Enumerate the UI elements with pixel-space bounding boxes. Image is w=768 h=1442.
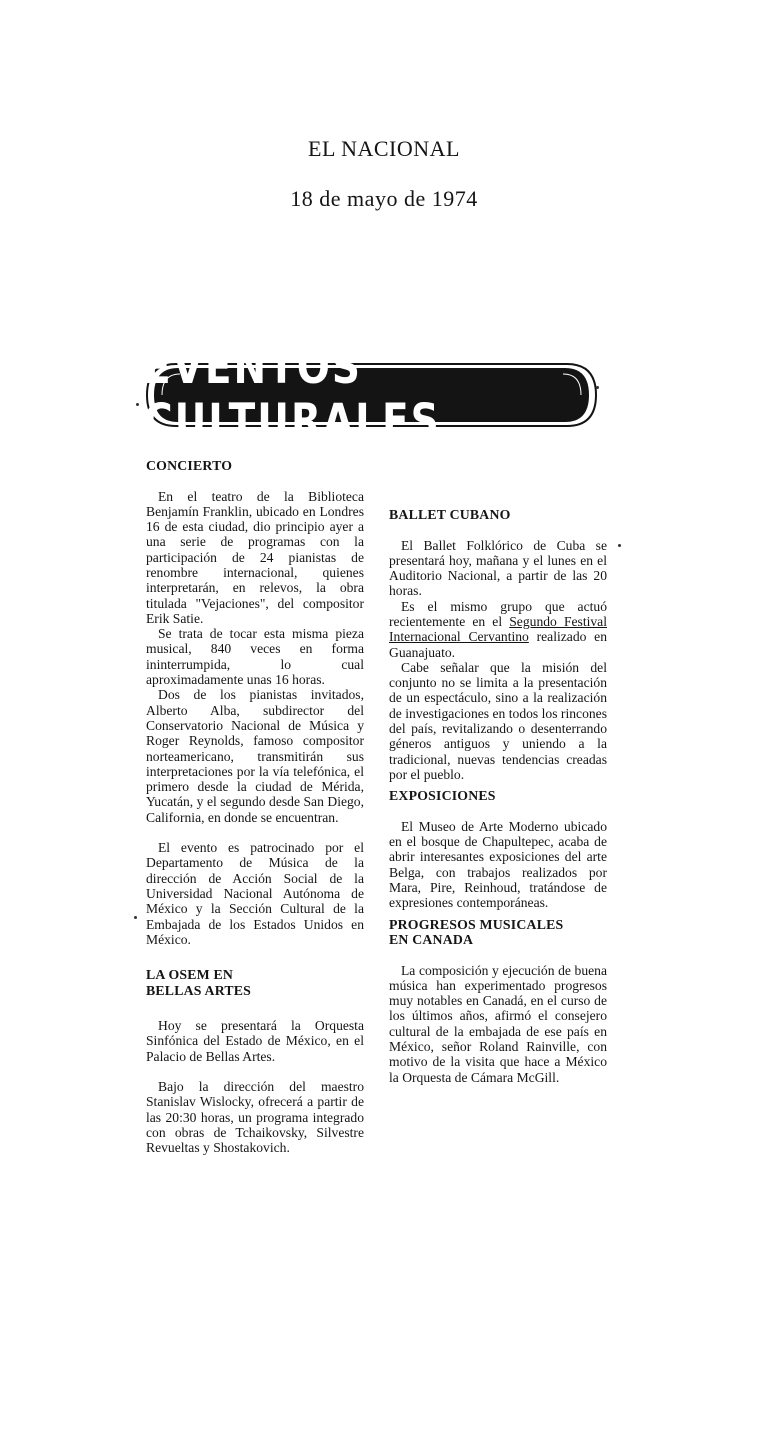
- print-speck: [596, 386, 599, 389]
- right-column: [389, 461, 607, 1085]
- print-speck: [618, 544, 621, 547]
- progresos-paragraph: La composición y ejecución de buena música han experimentado progresos muy notables en Canadá, en el curso de los últimos años, afirmó el consejero cultural de la embajada de ese país en México, señor Roland Rainville, con motivo de la visita que hace a México la Orquesta de Cámara McGill.: [389, 962, 607, 1085]
- ballet-paragraph-2-end: realizado en Guanajuato.: [389, 629, 607, 660]
- concierto-paragraph-4: El evento es patrocinado por el Departamento de Música de la dirección de Acción Social de la Universidad Nacional Autónoma de México y la Sección Cultural de la Embajada de los Estados Unidos en México.: [146, 840, 364, 947]
- exposiciones-paragraph: El Museo de Arte Moderno ubicado en el bosque de Chapultepec, acaba de abrir interesantes exposiciones del arte Belga, con trabajos realizados por Mara, Pire, Reinhoud, tratándose de expresiones contemporáneas.: [389, 818, 607, 911]
- heading-exposiciones: EXPOSICIONES: [389, 788, 496, 804]
- heading-ballet-cubano: BALLET CUBANO: [389, 507, 511, 522]
- publication-date: 18 de mayo de 1974: [290, 186, 478, 211]
- left-column: [146, 458, 364, 1155]
- print-speck: [136, 403, 139, 406]
- heading-osem-line-2: BELLAS ARTES: [146, 982, 252, 998]
- print-speck: [134, 916, 137, 919]
- section-banner: [144, 341, 599, 449]
- ballet-paragraph-2-start: Es el mismo grupo que actuó recientemente en el: [389, 598, 607, 629]
- concierto-paragraph-2: Se trata de tocar esta misma pieza musical, 840 veces en forma ininterrumpida, lo cual aproximadamente unas 16 horas.: [146, 626, 364, 688]
- ballet-paragraph-2: [389, 599, 607, 660]
- osem-paragraph-1: Hoy se presentará la Orquesta Sinfónica del Estado de México, en el Palacio de Bellas Artes.: [146, 1018, 364, 1064]
- newspaper-name: EL NACIONAL: [308, 136, 460, 161]
- concierto-paragraph-1: En el teatro de la Biblioteca Benjamín Franklin, ubicado en Londres 16 de esta ciudad, dio principio ayer a una serie de programas con la participación de 24 pianistas de renombre internacional, quienes interpretarán, en relevos, la obra titulada "Vejaciones", del compositor Erik Satie.: [146, 488, 364, 626]
- heading-concierto: CONCIERTO: [146, 458, 233, 473]
- heading-progresos-line-2: EN CANADA: [389, 932, 474, 948]
- ballet-paragraph-3: Cabe señalar que la misión del conjunto no se limita a la presentación de un espectáculo, sino a la realización de investigaciones en todos los rincones del país, revitalizando o desenterrando géneros antiguos y uniendo a la tradicional, nuevas tendencias creadas por el pueblo.: [389, 659, 607, 782]
- heading-osem-line-1: LA OSEM EN: [146, 967, 234, 983]
- banner-title: EVENTOS CULTURALES: [144, 341, 441, 449]
- ballet-paragraph-1: El Ballet Folklórico de Cuba se presentará hoy, mañana y el lunes en el Auditorio Nacional, a partir de las 20 horas.: [389, 537, 607, 599]
- osem-paragraph-2: Bajo la dirección del maestro Stanislav Wislocky, ofrecerá a partir de las 20:30 horas, un programa integrado con obras de Tchaikovsky, Silvestre Revueltas y Shostakovich.: [146, 1079, 364, 1156]
- festival-cervantino-underlined: Segundo Festival Internacional Cervantino: [389, 613, 607, 645]
- heading-progresos-line-1: PROGRESOS MUSICALES: [389, 916, 564, 932]
- concierto-paragraph-3: Dos de los pianistas invitados, Alberto Alba, subdirector del Conservatorio Nacional de Música y Roger Reynolds, famoso compositor norteamericano, transmitirán sus interpretaciones por la vía telefónica, el primero desde la ciudad de Mérida, Yucatán, y el segundo desde San Diego, California, en donde se encuentran.: [146, 687, 364, 825]
